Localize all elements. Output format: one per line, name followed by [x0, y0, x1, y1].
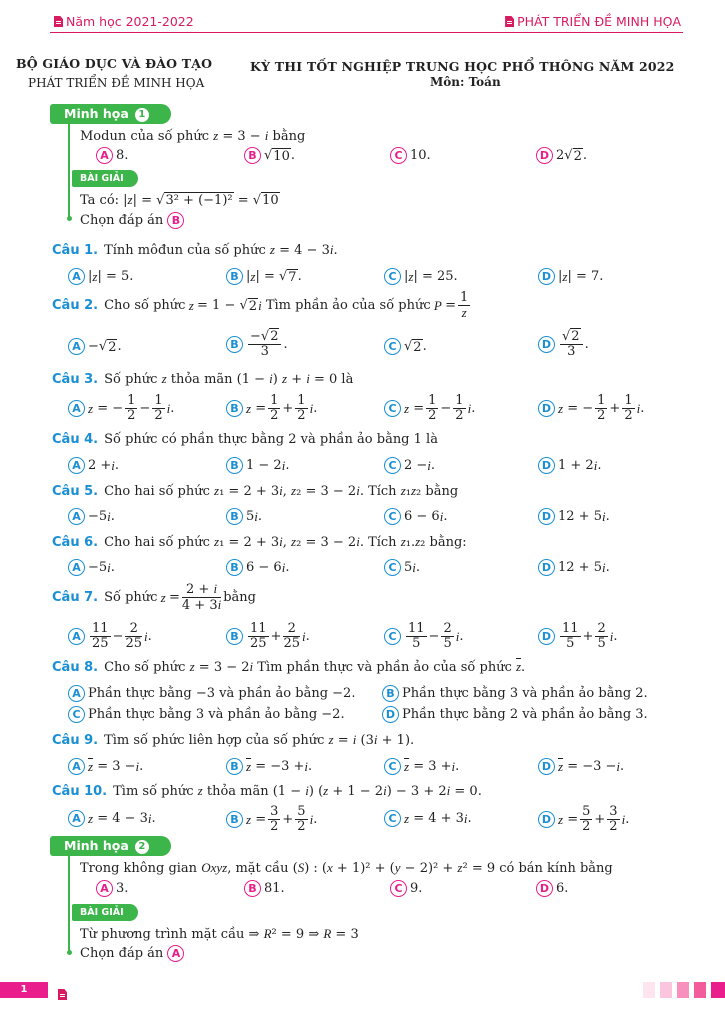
- example-1-option-a: A 8.: [96, 147, 128, 164]
- example-1-solution: Ta có: |z| = √3² + (−1)² = √10: [80, 192, 279, 208]
- option-letter: B: [226, 758, 243, 775]
- question-9: Câu 9. Tìm số phức liên hợp của số phức z = i (3i + 1).: [52, 732, 415, 748]
- document-icon: [58, 989, 67, 1000]
- option-letter: B: [226, 268, 243, 285]
- question-label: Câu 7.: [52, 590, 99, 605]
- option-letter: C: [384, 268, 401, 285]
- option-letter: B: [226, 400, 243, 417]
- example-1-answer: [80, 212, 187, 229]
- option-letter: C: [390, 880, 407, 897]
- question-10: Câu 10. Tìm số phức z thỏa mãn (1 − i) (z + 1 − 2i) − 3 + 2i = 0.: [52, 783, 482, 799]
- option-letter: A: [68, 268, 85, 285]
- option-letter: D: [538, 336, 555, 353]
- footer-decoration: [643, 982, 655, 998]
- option-letter: D: [538, 628, 555, 645]
- footer-decoration: [711, 982, 725, 998]
- q2-option-b[interactable]: B $\frac{-√2}{3}$ .: [226, 330, 288, 359]
- q8-option-b[interactable]: B Phần thực bằng 3 và phần ảo bằng 2.: [382, 685, 648, 702]
- option-letter: C: [390, 147, 407, 164]
- example-rule: [68, 856, 70, 952]
- q8-option-a[interactable]: A Phần thực bằng −3 và phần ảo bằng −2.: [68, 685, 355, 702]
- question-4: Câu 4. Số phức có phần thực bằng 2 và phần ảo bằng 1 là: [52, 432, 438, 447]
- option-letter: C: [384, 457, 401, 474]
- option-letter: A: [68, 685, 85, 702]
- option-letter: D: [538, 559, 555, 576]
- option-letter: D: [382, 706, 399, 723]
- q5-option-c[interactable]: C 6 − 6 i .: [384, 508, 447, 525]
- option-letter: A: [68, 758, 85, 775]
- badge-number: 2: [135, 840, 149, 854]
- q4-option-a[interactable]: A 2 + i .: [68, 457, 119, 474]
- q7-option-a[interactable]: A $\frac{11}{25}$ − $\frac{2}{25}$ i .: [68, 622, 152, 651]
- q10-option-d[interactable]: D z = $\frac{5}{2}$ + $\frac{3}{2}$ i .: [538, 805, 629, 834]
- option-letter: D: [538, 811, 555, 828]
- footer-decoration: [694, 982, 706, 998]
- question-label: Câu 8.: [52, 660, 99, 675]
- q3-option-d[interactable]: D z = − $\frac{1}{2}$ + $\frac{1}{2}$ i .: [538, 394, 644, 423]
- question-label: Câu 6.: [52, 535, 99, 550]
- q10-option-c[interactable]: C z = 4 + 3 i .: [384, 810, 472, 827]
- example-badge-2: [50, 836, 171, 856]
- option-letter: C: [384, 628, 401, 645]
- q2-option-c[interactable]: C √ 2 .: [384, 338, 427, 355]
- answer-letter: A: [167, 945, 184, 962]
- q9-option-b[interactable]: B $\overline{z}$ = −3 + i .: [226, 758, 312, 775]
- option-letter: D: [538, 758, 555, 775]
- q6-option-b[interactable]: B 6 − 6 i .: [226, 559, 289, 576]
- question-label: Câu 2.: [52, 298, 99, 313]
- example-1-question: Modun của số phức z = 3 − i bằng: [80, 128, 306, 144]
- q6-option-d[interactable]: D 12 + 5 i .: [538, 559, 610, 576]
- option-letter: C: [384, 810, 401, 827]
- footer-document-icon: [58, 984, 67, 1003]
- header-left: [54, 14, 194, 29]
- q5-option-b[interactable]: B 5 i .: [226, 508, 262, 525]
- badge-text: Minh họa: [64, 106, 129, 121]
- option-letter: C: [384, 559, 401, 576]
- q3-option-a[interactable]: A z = − $\frac{1}{2}$ − $\frac{1}{2}$ i .: [68, 394, 174, 423]
- mirror: [0, 0, 1, 1]
- q7-option-c[interactable]: C $\frac{11}{5}$ − $\frac{2}{5}$ i .: [384, 622, 464, 651]
- question-label: Câu 1.: [52, 243, 99, 258]
- subject: Môn: Toán: [430, 75, 501, 89]
- q2-option-d[interactable]: D $\frac{√2}{3}$ .: [538, 330, 589, 359]
- option-letter: C: [384, 508, 401, 525]
- badge-number: 1: [135, 108, 149, 122]
- q4-option-d[interactable]: D 1 + 2 i .: [538, 457, 601, 474]
- question-label: Câu 10.: [52, 784, 108, 799]
- option-letter: B: [226, 559, 243, 576]
- header-title: PHÁT TRIỂN ĐỀ MINH HỌA: [517, 14, 681, 29]
- exam-title: KỲ THI TỐT NGHIỆP TRUNG HỌC PHỔ THÔNG NĂM 2022: [250, 59, 675, 74]
- example-2-option-b: B 81.: [244, 880, 285, 897]
- option-letter: B: [226, 336, 243, 353]
- option-letter: C: [68, 706, 85, 723]
- question-5: Câu 5. Cho hai số phức z₁ = 2 + 3i, z₂ = 3 − 2i. Tích z₁z₂ bằng: [52, 483, 459, 499]
- q5-option-a[interactable]: A −5 i .: [68, 508, 115, 525]
- document-icon: [505, 16, 514, 27]
- option-letter: A: [68, 810, 85, 827]
- footer-decoration: [677, 982, 689, 998]
- option-letter: D: [538, 400, 555, 417]
- example-2-option-c: C 9.: [390, 880, 422, 897]
- header-rule: [50, 32, 683, 33]
- ministry-title: BỘ GIÁO DỤC VÀ ĐÀO TẠO: [16, 56, 213, 71]
- q10-option-b[interactable]: B z = $\frac{3}{2}$ + $\frac{5}{2}$ i .: [226, 805, 317, 834]
- example-1-option-d: D 2√ 2 .: [536, 147, 587, 164]
- option-letter: C: [384, 758, 401, 775]
- option-letter: C: [384, 338, 401, 355]
- example-1-option-c: C 10.: [390, 147, 431, 164]
- option-letter: A: [68, 559, 85, 576]
- footer-decoration: [660, 982, 672, 998]
- q4-option-c[interactable]: C 2 − i .: [384, 457, 435, 474]
- option-letter: B: [382, 685, 399, 702]
- q6-option-c[interactable]: C 5 i .: [384, 559, 420, 576]
- option-letter: B: [226, 811, 243, 828]
- option-letter: B: [226, 628, 243, 645]
- option-letter: D: [538, 508, 555, 525]
- q6-option-a[interactable]: A −5 i .: [68, 559, 115, 576]
- option-letter: A: [96, 147, 113, 164]
- option-letter: A: [68, 400, 85, 417]
- school-year: Năm học 2021-2022: [66, 14, 194, 29]
- choose-text: Chọn đáp án: [80, 213, 164, 228]
- header-right: [505, 14, 681, 29]
- example-2-answer: [80, 945, 187, 962]
- option-letter: D: [536, 147, 553, 164]
- q7-option-b[interactable]: B $\frac{11}{25}$ + $\frac{2}{25}$ i .: [226, 622, 310, 651]
- question-8: Câu 8. Cho số phức z = 3 − 2i Tìm phần thực và phần ảo của số phức $\overline{z}$.: [52, 659, 526, 675]
- example-end-dot: [67, 216, 72, 221]
- solution-label-2: BÀI GIẢI: [72, 904, 138, 921]
- example-end-dot: [67, 950, 72, 955]
- option-letter: C: [384, 400, 401, 417]
- question-1: Câu 1. Tính môđun của số phức z = 4 − 3i.: [52, 242, 338, 258]
- option-letter: A: [68, 508, 85, 525]
- example-badge-1: [50, 104, 171, 124]
- q9-option-a[interactable]: A $\overline{z}$ = 3 − i .: [68, 758, 143, 775]
- question-label: Câu 4.: [52, 432, 99, 447]
- q8-option-d[interactable]: D Phần thực bằng 2 và phần ảo bằng 3.: [382, 706, 648, 723]
- option-letter: D: [538, 457, 555, 474]
- page-number: 1: [0, 982, 48, 998]
- q10-option-a[interactable]: A z = 4 − 3 i .: [68, 810, 156, 827]
- ministry-subtitle: PHÁT TRIỂN ĐỀ MINH HỌA: [28, 76, 205, 90]
- q8-option-c[interactable]: C Phần thực bằng 3 và phần ảo bằng −2.: [68, 706, 345, 723]
- question-7: Câu 7. Số phức z = $\frac{2 + i}{4 + 3i}$ bằng: [52, 581, 256, 613]
- option-letter: A: [68, 338, 85, 355]
- option-letter: D: [536, 880, 553, 897]
- option-letter: B: [226, 508, 243, 525]
- choose-text: Chọn đáp án: [80, 946, 164, 961]
- q5-option-d[interactable]: D 12 + 5 i .: [538, 508, 610, 525]
- option-letter: D: [538, 268, 555, 285]
- option-letter: A: [68, 628, 85, 645]
- example-2-option-a: A 3.: [96, 880, 128, 897]
- q7-option-d[interactable]: D $\frac{11}{5}$ + $\frac{2}{5}$ i .: [538, 622, 618, 651]
- example-2-option-d: D 6.: [536, 880, 568, 897]
- example-1-option-b: B √ 10 .: [244, 147, 295, 164]
- q3-option-b[interactable]: B z = $\frac{1}{2}$ + $\frac{1}{2}$ i .: [226, 394, 317, 423]
- q9-option-d[interactable]: D $\overline{z}$ = −3 − i .: [538, 758, 624, 775]
- option-letter: A: [68, 457, 85, 474]
- question-label: Câu 9.: [52, 733, 99, 748]
- question-2: Câu 2. Cho số phức z = 1 − √ 2 i Tìm phần ảo của số phức P = $\frac{1}{z}$: [52, 290, 469, 320]
- question-6: Câu 6. Cho hai số phức z₁ = 2 + 3i, z₂ = 3 − 2i. Tích z₁.z₂ bằng:: [52, 534, 467, 550]
- q1-option-b[interactable]: B | z | = √ 7 .: [226, 268, 302, 285]
- q3-option-c[interactable]: C z = $\frac{1}{2}$ − $\frac{1}{2}$ i .: [384, 394, 475, 423]
- badge-text: Minh họa: [64, 838, 129, 853]
- answer-letter: B: [167, 212, 184, 229]
- document-icon: [54, 16, 63, 27]
- q1-option-a[interactable]: A | z | = 5.: [68, 268, 133, 285]
- q1-option-c[interactable]: C | z | = 25.: [384, 268, 458, 285]
- option-letter: B: [226, 457, 243, 474]
- question-label: Câu 3.: [52, 372, 99, 387]
- q1-option-d[interactable]: D | z | = 7.: [538, 268, 603, 285]
- q4-option-b[interactable]: B 1 − 2 i .: [226, 457, 289, 474]
- example-2-question: Trong không gian Oxyz, mặt cầu (S) : (x + 1)² + (y − 2)² + z² = 9 có bán kính bằng: [80, 860, 613, 876]
- example-2-solution: Từ phương trình mặt cầu ⇒ R² = 9 ⇒ R = 3: [80, 926, 359, 942]
- question-label: Câu 5.: [52, 484, 99, 499]
- option-letter: A: [96, 880, 113, 897]
- option-letter: B: [244, 880, 261, 897]
- solution-label-1: BÀI GIẢI: [72, 170, 138, 187]
- q9-option-c[interactable]: C $\overline{z}$ = 3 + i .: [384, 758, 459, 775]
- q2-option-a[interactable]: A −√ 2 .: [68, 338, 122, 355]
- question-3: Câu 3. Số phức z thỏa mãn (1 − i) z + i = 0 là: [52, 371, 354, 387]
- option-letter: B: [244, 147, 261, 164]
- example-rule: [68, 124, 70, 218]
